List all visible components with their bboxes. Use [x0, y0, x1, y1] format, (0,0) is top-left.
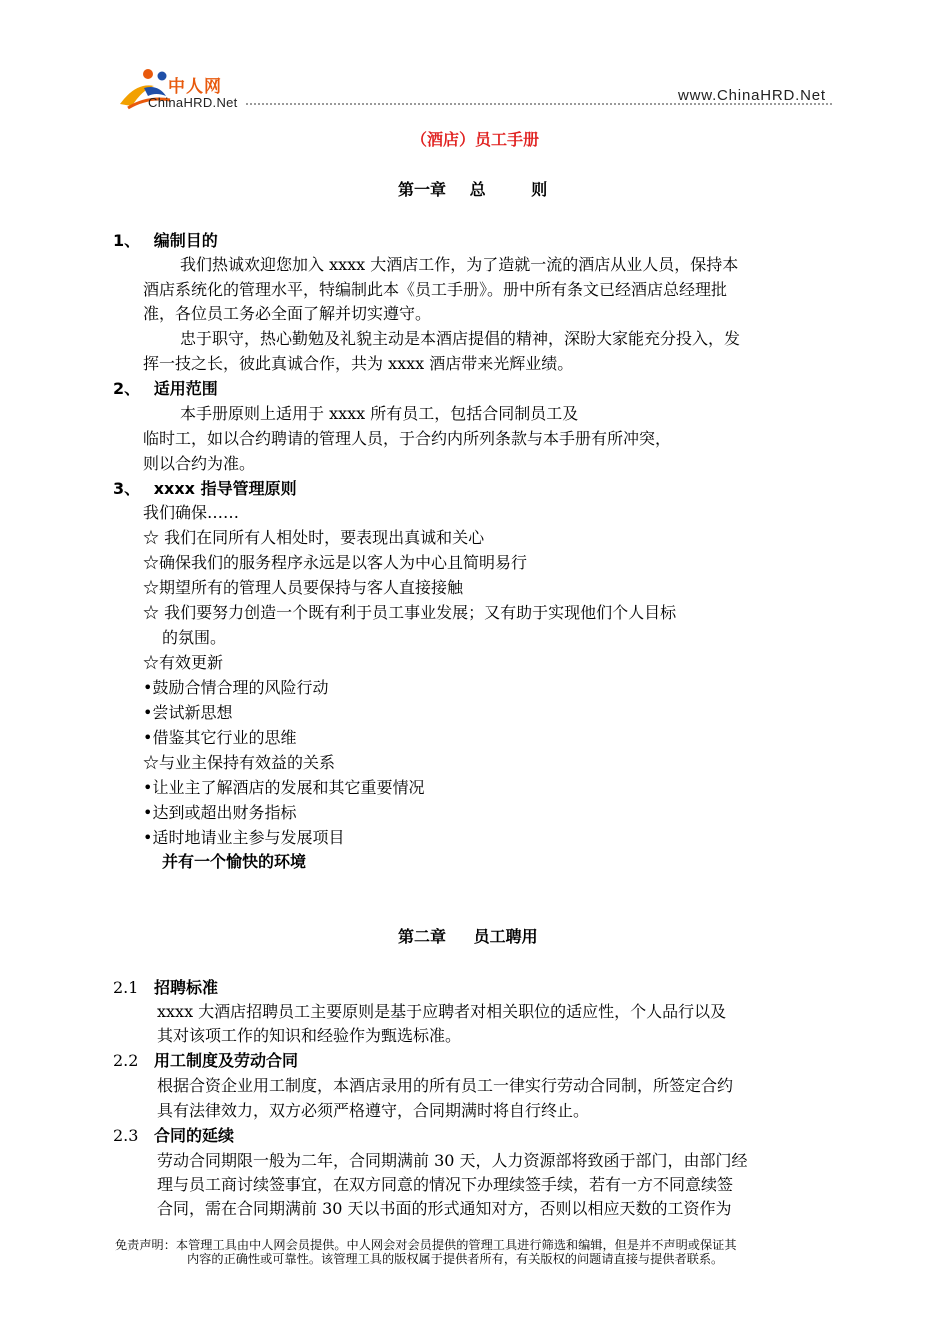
- principle-item: ☆ 我们在同所有人相处时，要表现出真诚和关心: [143, 528, 485, 547]
- section-number: 2.2: [113, 1051, 139, 1070]
- paragraph-line: 具有法律效力，双方必须严格遵守，合同期满时将自行终止。: [157, 1101, 590, 1120]
- principle-item: •让业主了解酒店的发展和其它重要情况: [143, 778, 425, 797]
- paragraph-line: 准，各位员工务必全面了解并切实遵守。: [143, 304, 432, 323]
- section-number: 2、: [113, 379, 141, 398]
- chapter-1-heading: [398, 177, 547, 200]
- chapter-1-number: 第一章: [398, 180, 447, 199]
- section-2-3-heading: [113, 1123, 234, 1146]
- principle-item: ☆与业主保持有效益的关系: [143, 753, 336, 772]
- paragraph-line: 根据合资企业用工制度，本酒店录用的所有员工一律实行劳动合同制，所签定合约: [157, 1076, 734, 1095]
- paragraph-line: 临时工，如以合约聘请的管理人员，于合约内所列条款与本手册有所冲突，: [143, 429, 672, 448]
- paragraph-line: 合同，需在合同期满前 30 天以书面的形式通知对方，否则以相应天数的工资作为: [157, 1199, 732, 1218]
- paragraph-line: 挥一技之长，彼此真诚合作，共为 xxxx 酒店带来光辉业绩。: [143, 354, 574, 373]
- section-number: 1、: [113, 231, 141, 250]
- principle-item: •鼓励合情合理的风险行动: [143, 678, 329, 697]
- section-title: 用工制度及劳动合同: [154, 1051, 299, 1070]
- logo-chinese-text: 中人网: [168, 77, 222, 97]
- principle-item: •达到或超出财务指标: [143, 803, 297, 822]
- section-title: 招聘标准: [154, 978, 219, 997]
- section-1-heading: [113, 228, 218, 251]
- principle-item: ☆有效更新: [143, 653, 224, 672]
- section-number: 3、: [113, 479, 141, 498]
- principles-closing: 并有一个愉快的环境: [162, 852, 307, 871]
- principle-item: ☆期望所有的管理人员要保持与客人直接接触: [143, 578, 464, 597]
- section-2-2-heading: [113, 1048, 298, 1071]
- paragraph-line: xxxx 大酒店招聘员工主要原则是基于应聘者对相关职位的适应性，个人品行以及: [157, 1002, 727, 1021]
- paragraph-line: 本手册原则上适用于 xxxx 所有员工，包括合同制员工及: [180, 404, 579, 423]
- paragraph-line: 则以合约为准。: [143, 454, 256, 473]
- paragraph-line: 酒店系统化的管理水平，特编制此本《员工手册》。册中所有条文已经酒店总经理批: [143, 280, 728, 299]
- chapter-2-title: 员工聘用: [473, 927, 538, 946]
- header-url: www.ChinaHRD.Net: [678, 87, 826, 104]
- paragraph-line: 理与员工商讨续签事宜，在双方同意的情况下办理续签手续，若有一方不同意续签: [157, 1175, 734, 1194]
- section-title: 适用范围: [153, 379, 218, 398]
- paragraph-line: 劳动合同期限一般为二年，合同期满前 30 天，人力资源部将致函于部门，由部门经: [157, 1151, 748, 1170]
- disclaimer-line-1: 免责声明：本管理工具由中人网会员提供。中人网会对会员提供的管理工具进行筛选和编辑，但是并不声明或保证其: [115, 1238, 737, 1252]
- principle-item: ☆确保我们的服务程序永远是以客人为中心且简明易行: [143, 553, 528, 572]
- principles-intro: 我们确保……: [143, 503, 240, 522]
- logo-english-text: ChinaHRD.Net: [148, 95, 238, 110]
- chapter-2-number: 第二章: [398, 927, 447, 946]
- section-number: 2.3: [113, 1126, 139, 1145]
- section-number: 2.1: [113, 978, 139, 997]
- section-2-1-heading: [113, 975, 218, 998]
- header-divider: [246, 103, 832, 105]
- section-title: xxxx 指导管理原则: [153, 479, 297, 498]
- principle-item: •借鉴其它行业的思维: [143, 728, 297, 747]
- paragraph-line: 忠于职守，热心勤勉及礼貌主动是本酒店提倡的精神，深盼大家能充分投入，发: [180, 329, 741, 348]
- chapter-1-title-part2: 则: [531, 180, 548, 199]
- principle-item: 的氛围。: [162, 628, 227, 647]
- document-title: （酒店）员工手册: [410, 130, 539, 149]
- principle-item: ☆ 我们要努力创造一个既有利于员工事业发展；又有助于实现他们个人目标: [143, 603, 677, 622]
- section-3-heading: [113, 476, 297, 499]
- section-title: 编制目的: [153, 231, 218, 250]
- section-title: 合同的延续: [154, 1126, 235, 1145]
- chapter-1-title-part1: 总: [469, 180, 486, 199]
- chapter-2-heading: [398, 924, 538, 947]
- disclaimer-line-2: 内容的正确性或可靠性。该管理工具的版权属于提供者所有，有关版权的问题请直接与提供者联系。: [187, 1252, 724, 1266]
- paragraph-line: 我们热诚欢迎您加入 xxxx 大酒店工作，为了造就一流的酒店从业人员，保持本: [180, 255, 739, 274]
- principle-item: •适时地请业主参与发展项目: [143, 828, 345, 847]
- section-2-heading: [113, 376, 218, 399]
- paragraph-line: 其对该项工作的知识和经验作为甄选标准。: [157, 1026, 462, 1045]
- principle-item: •尝试新思想: [143, 703, 233, 722]
